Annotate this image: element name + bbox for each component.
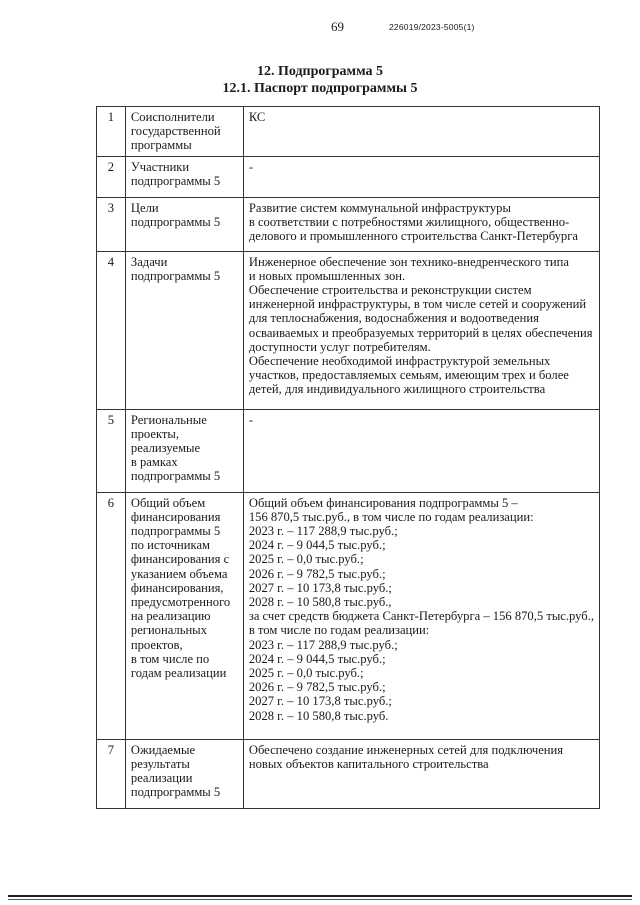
row-label-line: государственной [130,124,221,139]
row-value-line: - [248,159,254,174]
row-value-line: новых объектов капитального строительства [248,756,489,771]
row-label-line: подпрограммы 5 [130,268,221,283]
row-label-line: финансирования с [130,552,230,567]
row-value-line: для теплоснабжения, водоснабжения и водоотведения [248,311,539,326]
row-value-line: доступности услуг потребителям. [248,339,431,354]
row-value-line: инженерной инфраструктуры, в том числе сетей и сооружений [248,297,587,312]
row-value [243,409,599,492]
row-label-line: Региональные [130,412,207,427]
row-label [125,492,243,739]
row-number: 2 [97,156,126,197]
row-value-line: 2027 г. – 10 173,8 тыс.руб.; [248,580,392,595]
row-value-line: 2028 г. – 10 580,8 тыс.руб., [248,595,392,610]
row-value-line: и новых промышленных зон. [248,268,406,283]
row-label-line: проекты, [130,426,180,441]
row-label-line: указанием объема [130,566,228,581]
passport-row [97,409,600,492]
row-value-line: 2023 г. – 117 288,9 тыс.руб.; [248,637,398,652]
bottom-rule-thin [8,899,632,900]
row-label-line: предусмотренного [130,595,231,610]
row-value-line: - [248,412,254,427]
section-title: 12. Подпрограмма 5 [256,64,384,79]
row-value-line: Общий объем финансирования подпрограммы 5 – [248,495,518,510]
row-label-line: Соисполнители [130,110,215,124]
row-value-line: Обеспечение необходимой инфраструктурой земельных [248,354,551,369]
row-value-line: КС [248,110,266,124]
row-label [125,251,243,409]
row-label-line: подпрограммы 5 [130,469,221,484]
row-label-line: финансирования [130,509,221,524]
row-number: 5 [97,409,126,492]
row-label-line: реализации [130,771,193,786]
row-label-line: Участники [130,159,190,174]
row-label-line: Общий объем [130,495,206,510]
row-label [125,156,243,197]
row-value [243,156,599,197]
row-value-line: 2028 г. – 10 580,8 тыс.руб. [248,708,389,723]
row-label-line: годам реализации [130,666,227,681]
passport-row [97,197,600,251]
row-label [125,409,243,492]
row-value-line: в том числе по годам реализации: [248,623,430,638]
row-value [243,739,599,808]
subsection-title: 12.1. Паспорт подпрограммы 5 [222,81,418,96]
row-label-line: Ожидаемые [130,742,196,757]
row-value-line: 2027 г. – 10 173,8 тыс.руб.; [248,694,392,709]
row-label-line: реализуемые [130,441,201,456]
row-number: 7 [97,739,126,808]
row-label [125,197,243,251]
row-value-line: 2026 г. – 9 782,5 тыс.руб.; [248,680,386,695]
row-value-line: 2024 г. – 9 044,5 тыс.руб.; [248,538,386,553]
row-label-line: региональных [130,623,207,638]
row-label-line: подпрограммы 5 [130,524,221,539]
row-value [243,107,599,157]
document-code: 226019/2023-5005(1) [389,22,475,32]
row-value-line: делового и промышленного строительства Санкт-Петербурга [248,229,578,244]
row-value-line: 2025 г. – 0,0 тыс.руб.; [248,552,364,567]
row-value-line: 2024 г. – 9 044,5 тыс.руб.; [248,651,386,666]
row-value [243,197,599,251]
passport-row [97,492,600,739]
row-value-line: 2025 г. – 0,0 тыс.руб.; [248,666,364,681]
row-label-line: по источникам [130,538,211,553]
row-label-line: Цели [130,200,159,215]
row-label-line: подпрограммы 5 [130,173,221,188]
row-value-line: осваиваемых и преобразуемых территорий в целях обеспечения [248,325,593,340]
row-value-line: 2023 г. – 117 288,9 тыс.руб.; [248,524,398,539]
row-label-line: в рамках [130,455,178,470]
row-value-line: Обеспечение строительства и реконструкции систем [248,283,532,298]
row-value-line: Инженерное обеспечение зон технико-внедренческого типа [248,254,569,269]
row-number: 3 [97,197,126,251]
row-number: 4 [97,251,126,409]
passport-row [97,251,600,409]
row-label [125,739,243,808]
row-value [243,492,599,739]
row-value-line: участков, предоставляемых семьям, имеющим трех и более [248,368,569,383]
row-label-line: подпрограммы 5 [130,214,221,229]
row-label-line: подпрограммы 5 [130,785,221,800]
passport-row [97,156,600,197]
row-value-line: 2026 г. – 9 782,5 тыс.руб.; [248,566,386,581]
row-label-line: на реализацию [130,609,211,624]
row-label [125,107,243,157]
row-value-line: за счет средств бюджета Санкт-Петербурга – 156 870,5 тыс.руб., [248,609,594,624]
row-value-line: детей, для индивидуального жилищного строительства [248,382,546,397]
row-number: 1 [97,107,126,157]
row-label-line: в том числе по [130,651,210,666]
row-label-line: финансирования, [130,580,224,595]
row-value [243,251,599,409]
row-value-line: в соответствии с потребностями жилищного, общественно- [248,214,570,229]
bottom-rule [8,895,632,897]
passport-row [97,107,600,157]
row-number: 6 [97,492,126,739]
row-value-line: Обеспечено создание инженерных сетей для подключения [248,742,564,757]
row-label-line: программы [130,138,192,153]
row-label-line: Задачи [130,254,168,269]
page-number: 69 [331,19,344,34]
passport-row [97,739,600,808]
row-value-line: 156 870,5 тыс.руб., в том числе по годам реализации: [248,509,534,524]
row-value-line: Развитие систем коммунальной инфраструктуры [248,200,511,215]
row-label-line: проектов, [130,637,183,652]
passport-table [96,106,600,809]
row-label-line: результаты [130,756,190,771]
